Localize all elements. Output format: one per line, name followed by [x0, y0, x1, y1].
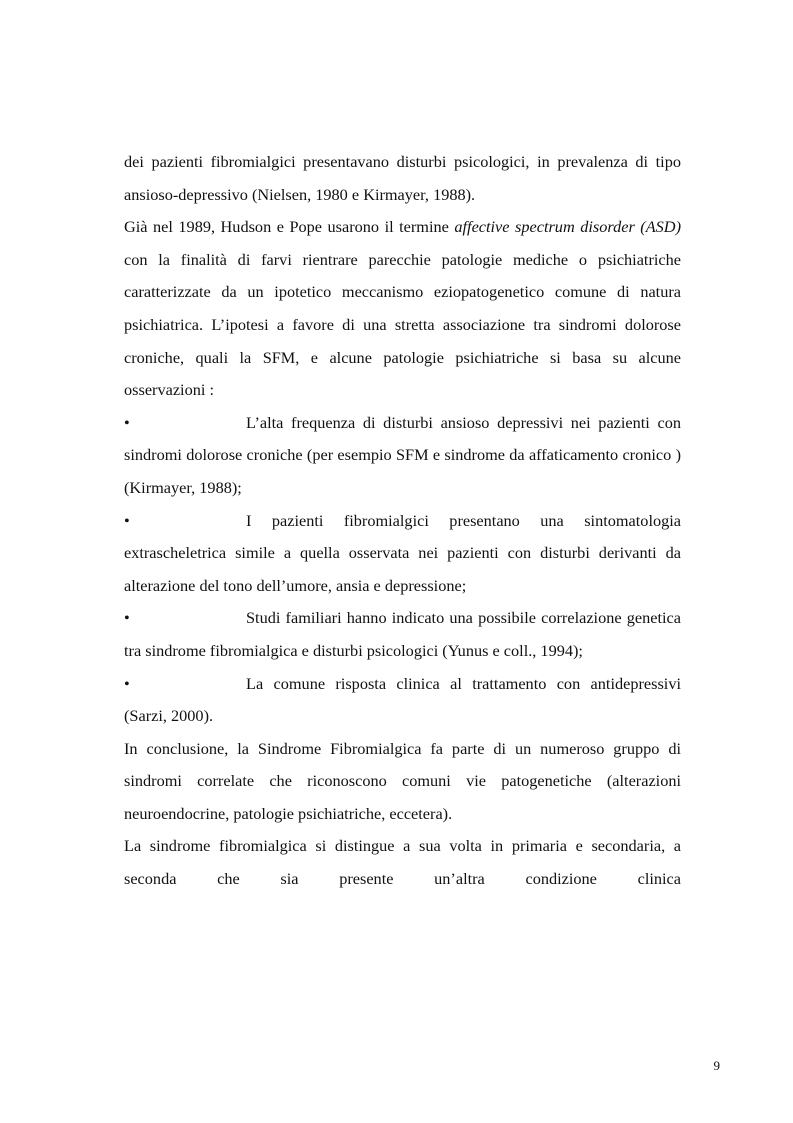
- bullet-text: La comune risposta clinica al trattamento con antidepressivi (Sarzi, 2000).: [124, 673, 681, 726]
- bullet-text: L’alta frequenza di disturbi ansioso depressivi nei pazienti con sindromi dolorose croniche (per esempio SFM e sindrome da affaticamento cronico ) (Kirmayer, 1988);: [124, 412, 681, 497]
- paragraph-intro: dei pazienti fibromialgici presentavano disturbi psicologici, in prevalenza di tipo ansioso-depressivo (Nielsen, 1980 e Kirmayer, 1988).: [124, 152, 681, 204]
- paragraph-asd-start: Già nel 1989, Hudson e Pope usarono il termine: [124, 217, 455, 237]
- bullet-icon: •: [124, 412, 130, 432]
- paragraph-asd: [124, 211, 681, 407]
- bullet-item-2: [124, 505, 681, 603]
- bullet-icon: •: [124, 510, 130, 530]
- bullet-icon: •: [124, 673, 130, 693]
- bullet-item-4: [124, 668, 681, 733]
- paragraph-conclusion: In conclusione, la Sindrome Fibromialgica fa parte di un numeroso gruppo di sindromi correlate che riconoscono comuni vie patogenetiche (alterazioni neuroendocrine, patologie psichiatriche, eccetera).: [124, 738, 681, 823]
- asd-term: affective spectrum disorder (ASD): [454, 217, 681, 237]
- bullet-text: I pazienti fibromialgici presentano una sintomatologia extrascheletrica simile a quella osservata nei pazienti con disturbi derivanti da alterazione del tono dell’umore, ansia e depressione;: [124, 510, 681, 595]
- page-number: 9: [713, 1058, 720, 1073]
- paragraph-classification: La sindrome fibromialgica si distingue a sua volta in primaria e secondaria, a seconda che sia presente un’altra condizione clinica: [124, 836, 681, 889]
- bullet-text: Studi familiari hanno indicato una possibile correlazione genetica tra sindrome fibromialgica e disturbi psicologici (Yunus e coll., 1994);: [124, 608, 681, 660]
- bullet-item-1: [124, 407, 681, 505]
- document-body: [124, 146, 681, 896]
- bullet-icon: •: [124, 608, 130, 628]
- paragraph-asd-rest: con la finalità di farvi rientrare parecchie patologie mediche o psichiatriche caratterizzate da un ipotetico meccanismo eziopatogenetico comune di natura psichiatrica. L’ipotesi a favore di una stretta associazione tra sindromi dolorose croniche, quali la SFM, e alcune patologie psichiatriche si basa su alcune osservazioni :: [124, 249, 681, 400]
- bullet-item-3: [124, 602, 681, 667]
